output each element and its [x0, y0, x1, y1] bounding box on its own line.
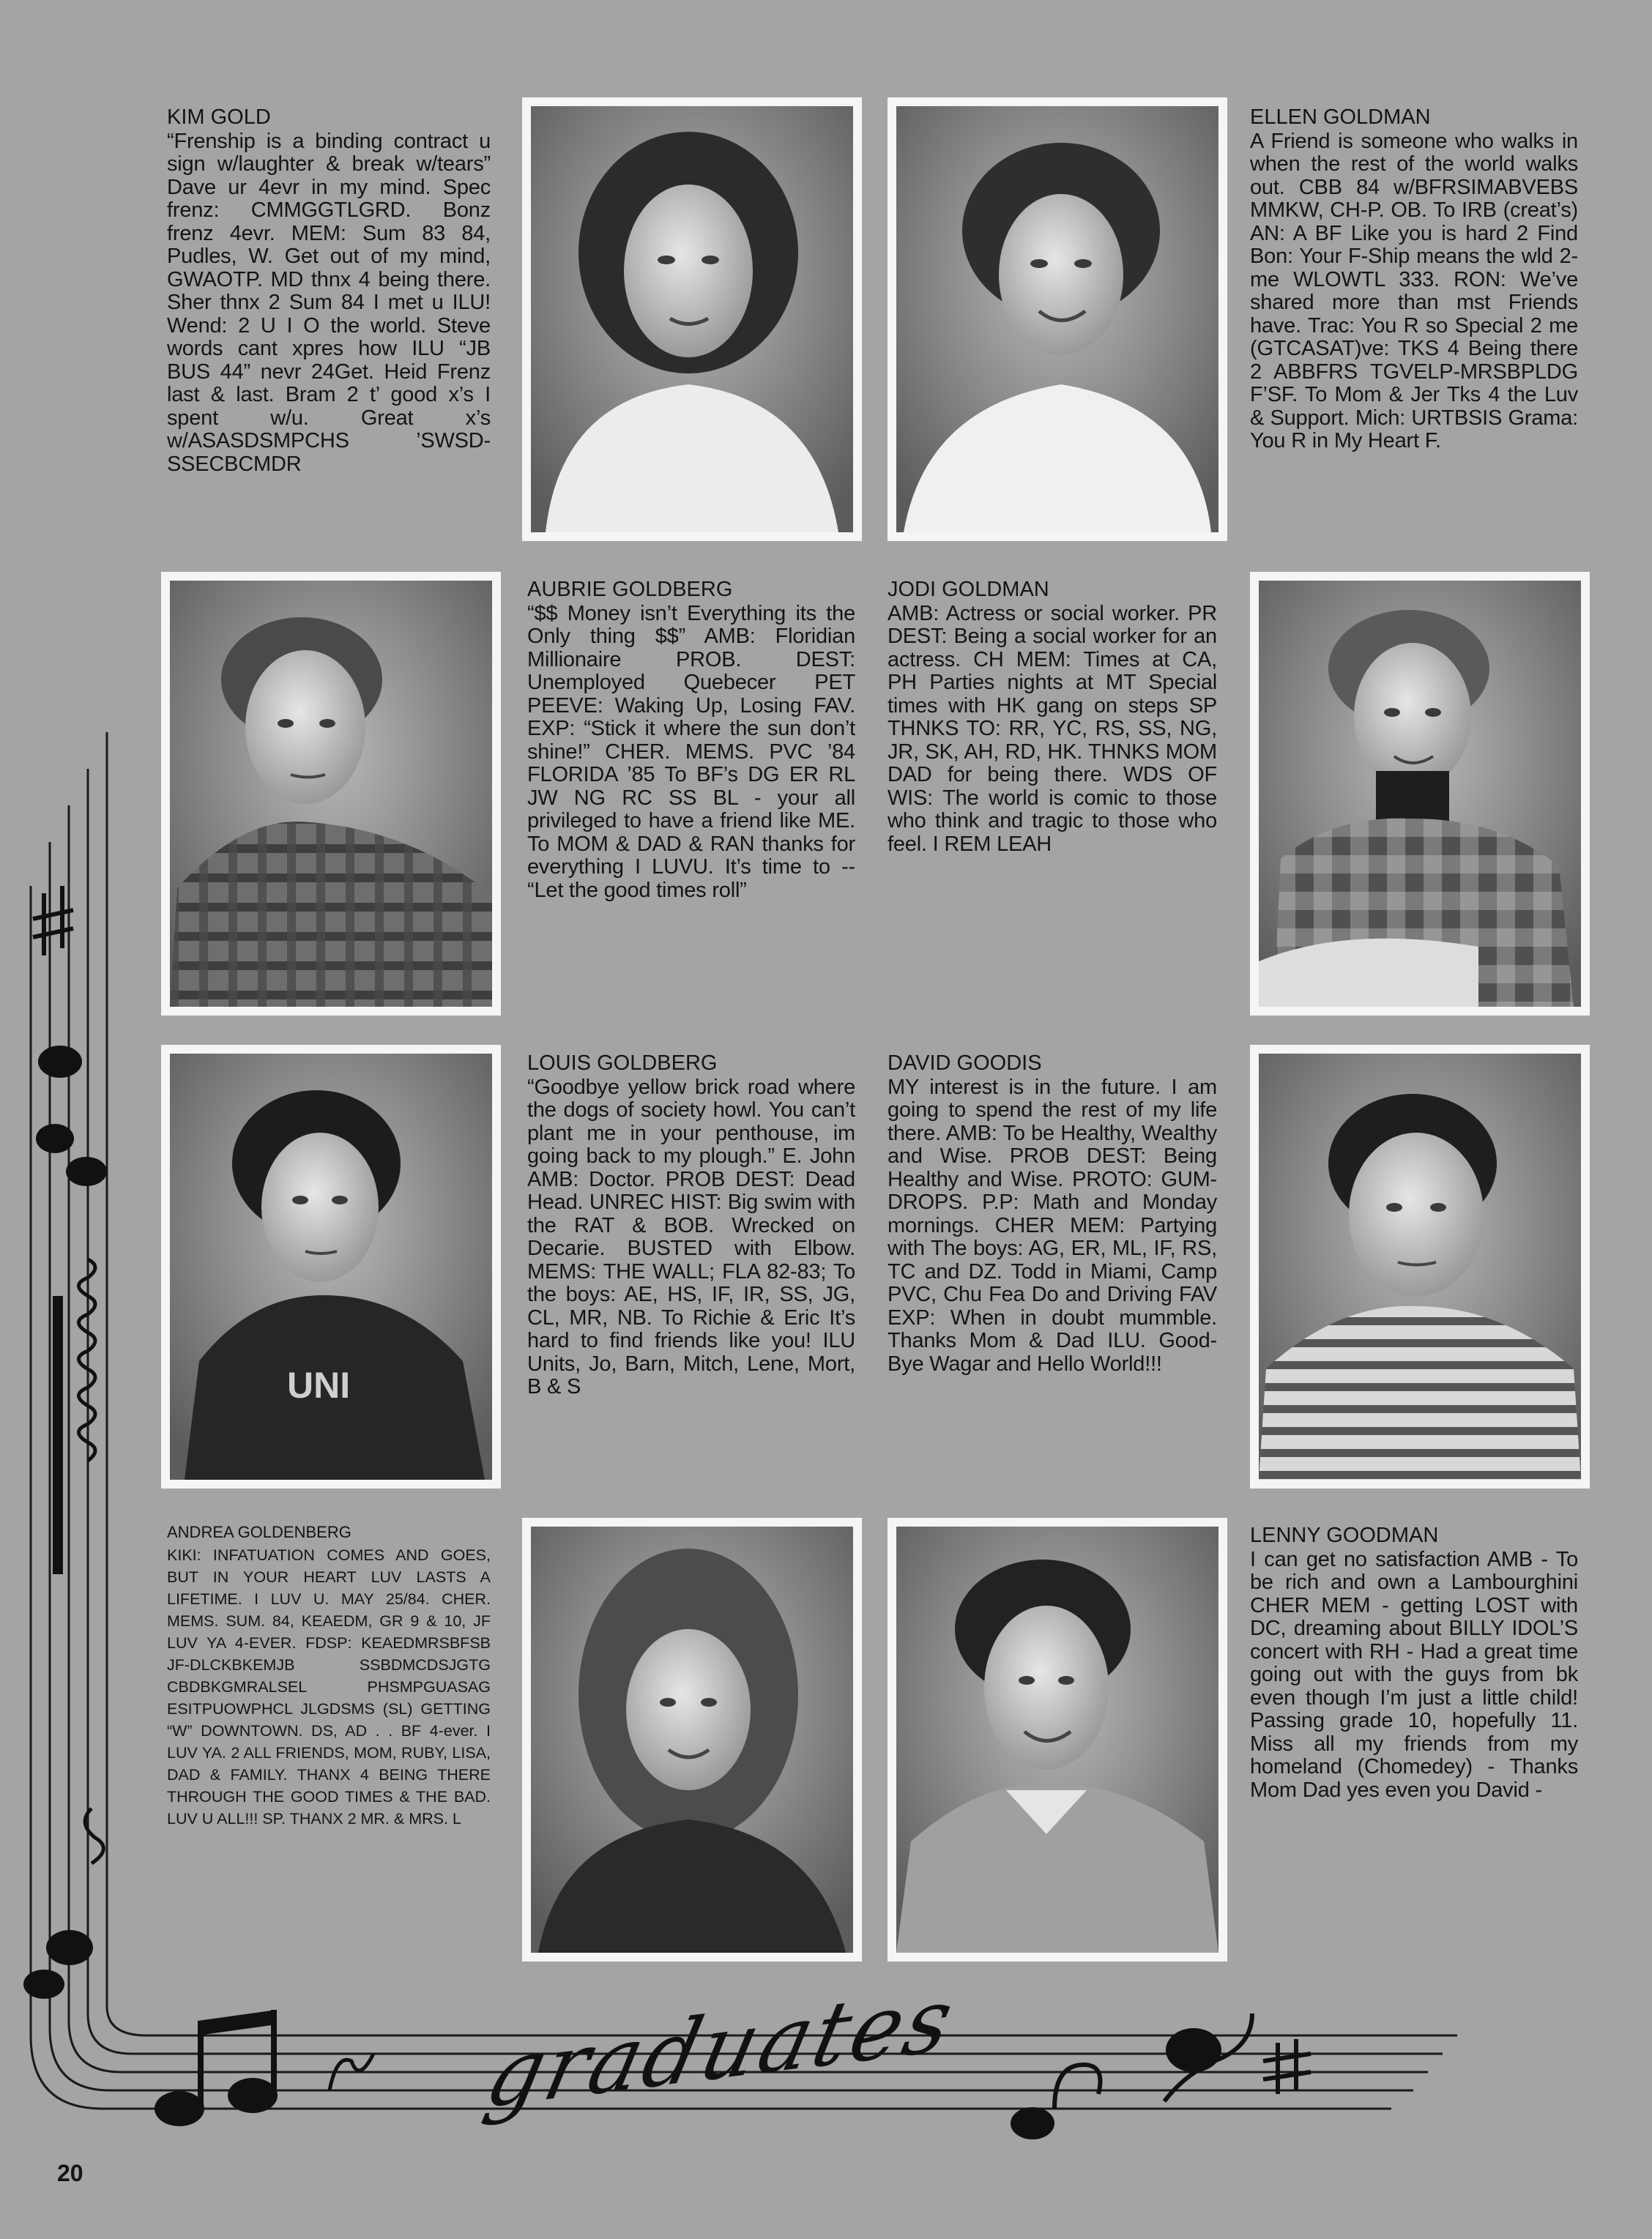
student-bio: “Goodbye yellow brick road where the dogs of society howl. You can’t plant me in your penthouse, im going back to my plough.” E. John AMB: Doctor. PROB DEST: Dead Head. UNREC HIST: Big swim with the RAT & BOB. Wrecked on Decarie. BUSTED with Elbow. MEMS: THE WALL; FLA 82-83; To the boys: AE, HS, IF, IR, SS, JG, CL, MR, NB. To Richie & Eric It’s hard to find friends like you! ILU Units, Jo, Barn, Mitch, Lene, Mort, B & S: [527, 1075, 855, 1398]
bio-ellen-goldman: [1250, 106, 1578, 545]
music-note-icon: [23, 1046, 107, 1999]
student-bio: “Frenship is a binding contract u sign w/laughter & break w/tears” Dave ur 4evr in my mind. Spec frenz: CMMGGTLGRD. Bonz frenz 4evr. MEM: Sum 83 84, Pudles, W. Get out of my mind, GWAOTP. MD thnx 4 being there. Sher thnx 2 Sum 84 I met u ILU! Wend: 2 U I O the world. Steve words cant xpres how ILU “JB BUS 44” nevr 24Get. Heid Frenz last & last. Bram 2 t’ good x’s I spent w/u. Great x’s w/ASASDSMPCHS ’SWSD-SSECBCMDR: [167, 129, 491, 476]
student-bio: AMB: Actress or social worker. PR DEST: Being a social worker for an actress. CH MEM: Times at CA, PH Parties nights at MT Special times with HK gang on steps SP THNKS TO: RR, YC, RS, SS, NG, JR, SK, AH, RD, HK. THNKS MOM DAD for being there. WDS OF WIS: The world is comic to those who think and tragic to those who feel. I REM LEAH: [888, 601, 1217, 856]
student-name: LOUIS GOLDBERG: [527, 1052, 718, 1075]
portrait-aubrie-goldberg: [161, 572, 501, 1016]
sharp-icon: [1263, 2039, 1311, 2094]
bio-aubrie-goldberg: [527, 578, 855, 974]
student-bio: A Friend is someone who walks in when the rest of the world walks out. CBB 84 w/BFRSIMABVEBS MMKW, CH-P. OB. To IRB (creat’s) AN: A BF Like you is hard 2 Find Bon: Your F-Ship means the wld 2-me WLOWTL 333. RON: We’ve shared more than mst Friends have. Trac: You R so Special 2 me (GTCASAT)ve: TKS 4 Being there 2 ABBFRS TGVELP-MRSBPLDG F’SF. To Mom & Jer Tks 4 the Luv & Support. Mich: URTBSIS Grama: You R in My Heart F.: [1250, 129, 1578, 452]
sharp-icon: [33, 886, 73, 955]
student-name: DAVID GOODIS: [888, 1052, 1042, 1075]
page-number: 20: [57, 2160, 83, 2186]
bio-kim-gold: [167, 106, 491, 545]
student-bio: “$$ Money isn’t Everything its the Only thing $$” AMB: Floridian Millionaire PROB. DEST: Unemployed Quebecer PET PEEVE: Waking Up, Losing FAV. EXP: “Stick it where the sun don’t shine!” CHER. MEMS. PVC ’84 FLORIDA ’85 To BF’s DG ER RL JW NG RC SS BL - your all privileged to have a friend like ME. To MOM & DAD & RAN thanks for everything I LUVU. It’s time to -- “Let the good times roll”: [527, 601, 855, 902]
student-name: AUBRIE GOLDBERG: [527, 578, 733, 601]
portrait-lenny-goodman: [888, 1518, 1227, 1962]
student-bio: I can get no satisfaction AMB - To be rich and own a Lambourghini CHER MEM - getting LOST with DC, dreaming about BILLY IDOL’S concert with RH - Had a great time going out with the guys from bk even though I’m just a little child! Passing grade 10, hopefully 11. Miss all my friends from my homeland (Chomedey) - Thanks Mom Dad yes even you David -: [1250, 1547, 1578, 1802]
bio-jodi-goldman: [888, 578, 1217, 930]
bio-andrea-goldenberg: [167, 1521, 491, 1931]
portrait-david-goodis: [1250, 1045, 1590, 1489]
student-name: LENNY GOODMAN: [1250, 1524, 1439, 1547]
bio-david-goodis: [888, 1052, 1217, 1477]
bio-lenny-goodman: [1250, 1524, 1578, 1920]
bio-louis-goldberg: [527, 1052, 855, 1477]
portrait-kim-gold: [522, 97, 862, 541]
student-name: ELLEN GOLDMAN: [1250, 106, 1431, 129]
student-bio: KIKI: INFATUATION COMES AND GOES, BUT IN YOUR HEART LUV LASTS A LIFETIME. I LUV U. MAY 25/84. CHER. MEMS. SUM. 84, KEAEDM, GR 9 & 10, JF LUV YA 4-EVER. FDSP: KEAEDMRSBFSB JF-DLCKBKEMJB SSBDMCDSJGTG CBDBKGMRALSEL PHSMPGUASAG ESITPUOWPHCL JLGDSMS (SL) GETTING “W” DOWNTOWN. DS, AD . . BF 4-ever. I LUV YA. 2 ALL FRIENDS, MOM, RUBY, LISA, DAD & FAMILY. THANX 4 BEING THERE THROUGH THE GOOD TIMES & THE BAD. LUV U ALL!!! SP. THANX 2 MR. & MRS. L: [167, 1546, 491, 1828]
portrait-louis-goldberg: [161, 1045, 501, 1489]
portrait-ellen-goldman: [888, 97, 1227, 541]
svg-text:UNI: UNI: [287, 1365, 351, 1406]
student-name: ANDREA GOLDENBERG: [167, 1523, 351, 1541]
portrait-jodi-goldman: [1250, 572, 1590, 1016]
student-bio: MY interest is in the future. I am going to spend the rest of my life there. AMB: To be Healthy, Wealthy and Wise. PROB DEST: Being Healthy and Wise. PROTO: GUM-DROPS. P.P: Math and Monday mornings. CHER MEM: Partying with The boys: AG, ER, ML, IF, RS, TC and DZ. Todd in Miami, Camp PVC, Chu Fea Do and Driving FAV EXP: When in doubt mummble. Thanks Mom & Dad ILU. Good-Bye Wagar and Hello World!!!: [888, 1075, 1217, 1376]
student-name: KIM GOLD: [167, 106, 271, 129]
portrait-andrea-goldenberg: [522, 1518, 862, 1962]
student-name: JODI GOLDMAN: [888, 578, 1049, 601]
graduates-banner: graduates: [477, 1966, 965, 2128]
